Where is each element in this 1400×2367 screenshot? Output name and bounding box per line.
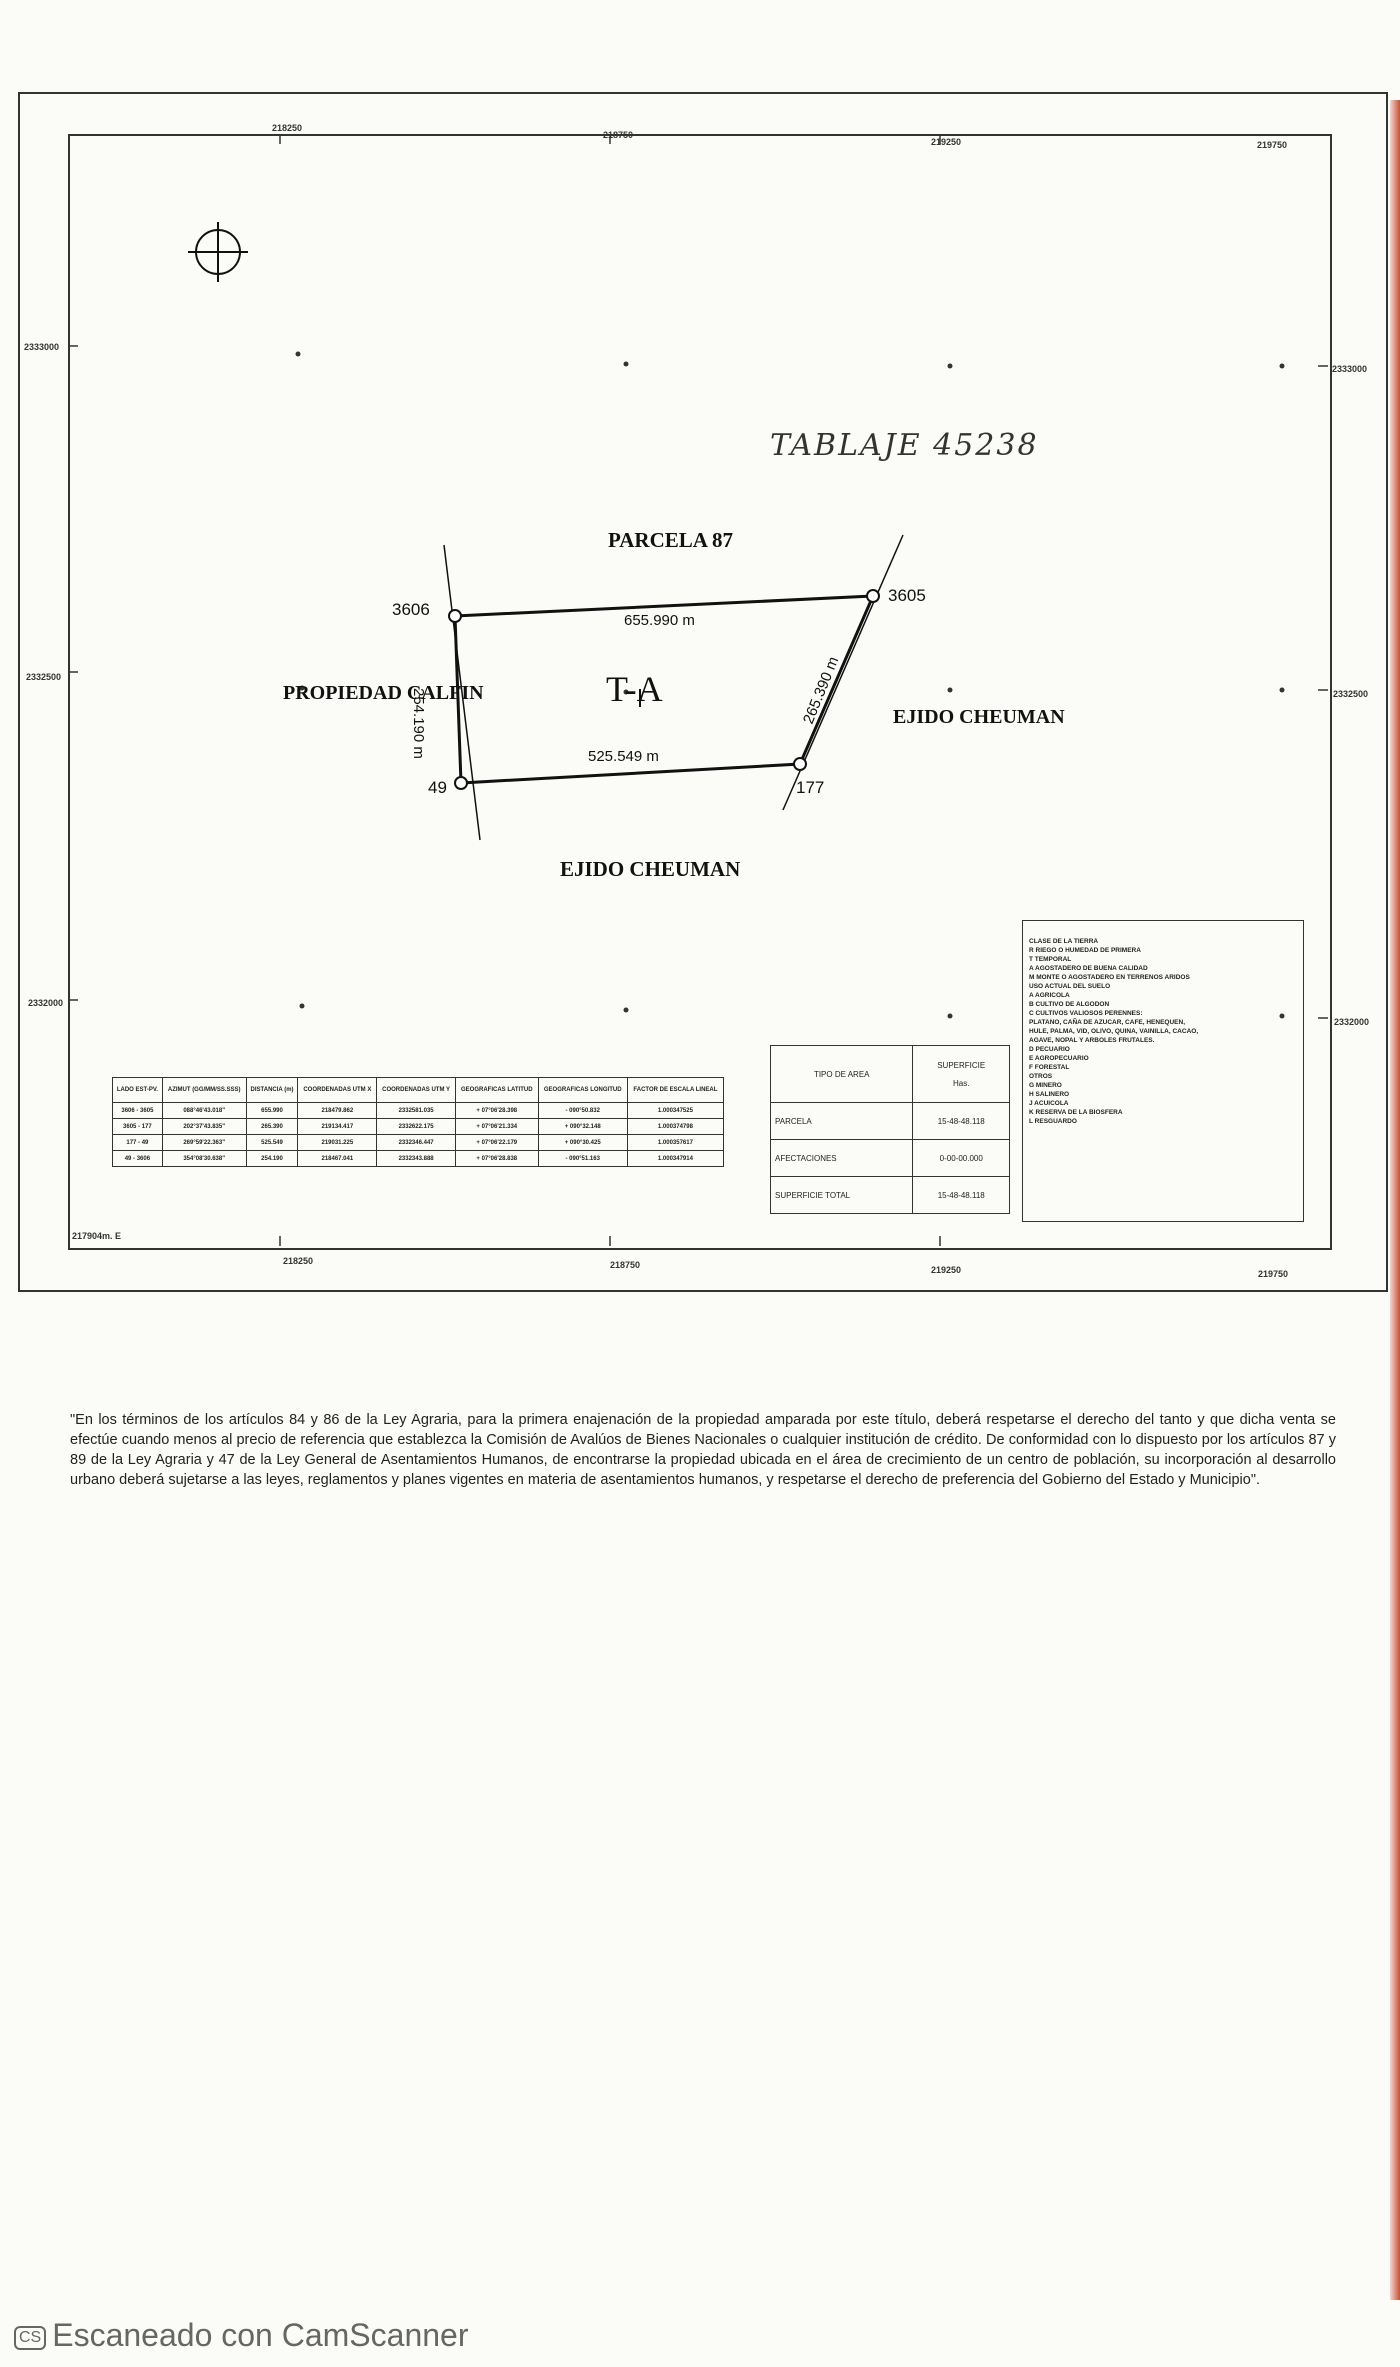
col-superficie: SUPERFICIE Has. xyxy=(913,1046,1010,1103)
dim-south: 525.549 m xyxy=(588,748,659,765)
north-arrow-icon xyxy=(188,222,248,282)
dim-east: 265.390 m xyxy=(800,654,843,727)
table-row: PARCELA 15-48-48.118 xyxy=(771,1103,1010,1140)
table-row: 49 - 3606 354°08'30.638" 254.190 218467.041 2332343.888 + 07°06'28.838 - 090°51.163 1.000347914 xyxy=(113,1151,724,1167)
col-azimut: AZIMUT (GG/MM/SS.SSS) xyxy=(162,1078,246,1103)
label-ejido-cheuman-south: EJIDO CHEUMAN xyxy=(560,857,741,881)
coord-bottom-4: 219750 xyxy=(1258,1269,1289,1279)
table-row: 3605 - 177 202°37'43.835" 265.390 219134.417 2332622.175 + 07°06'21.334 + 090°32.148 1.000374798 xyxy=(113,1119,724,1135)
camscanner-logo-icon: CS xyxy=(14,2326,46,2350)
coord-bottom-2: 218750 xyxy=(610,1260,641,1270)
col-tipo-area: TIPO DE AREA xyxy=(771,1046,913,1103)
handwritten-tablaje: TABLAJE 45238 xyxy=(770,428,1039,463)
coord-top-3: 219250 xyxy=(931,137,962,147)
coord-bottom-3: 219250 xyxy=(931,1265,962,1275)
coord-bottom-1: 218250 xyxy=(283,1256,314,1266)
col-coord-x: COORDENADAS UTM X xyxy=(298,1078,377,1103)
legal-notice: "En los términos de los artículos 84 y 86 de la Ley Agraria, para la primera enajenación de la propiedad amparada por este título, deberá respetarse el derecho del tanto y que dicha venta se efectúe cuando menos al precio de referencia que establezca la Comisión de Avalúos de Bienes Nacionales o cualquier institución de crédito. De conformidad con lo dispuesto por los artículos 87 y 89 de la Ley Agraria y 47 de la Ley General de Asentamientos Humanos, de encontrarse la propiedad ubicada en el área de crecimiento de un centro de población, su incorporación al desarrollo urbano deberá sujetarse a las leyes, reglamentos y planes vigentes en materia de asentamientos humanos, y respetarse el derecho de preferencia del Gobierno del Estado y Municipio". xyxy=(70,1412,1336,1488)
vertex-3606: 3606 xyxy=(392,600,430,619)
scanner-watermark: CS Escaneado con CamScanner xyxy=(14,2317,468,2354)
label-ejido-cheuman-east: EJIDO CHEUMAN xyxy=(893,706,1065,728)
coord-top-2: 218750 xyxy=(603,130,634,140)
col-geo-lat: GEOGRAFICAS LATITUD xyxy=(455,1078,538,1103)
col-geo-lon: GEOGRAFICAS LONGITUD xyxy=(538,1078,627,1103)
parcel-id: T-A xyxy=(606,669,663,709)
table-row: 177 - 49 269°59'22.363" 525.549 219031.225 2332346.447 + 07°06'22.179 + 090°30.425 1.000357617 xyxy=(113,1135,724,1151)
coord-corner: 217904m. E xyxy=(72,1231,122,1241)
coord-right-2: 2332500 xyxy=(1333,689,1369,699)
dim-west: 254.190 m xyxy=(410,688,427,759)
col-distancia: DISTANCIA (m) xyxy=(246,1078,298,1103)
coord-right-1: 2333000 xyxy=(1332,364,1368,374)
coord-left-2: 2332500 xyxy=(26,672,62,682)
land-class-legend: CLASE DE LA TIERRA R RIEGO O HUMEDAD DE PRIMERA T TEMPORAL A AGOSTADERO DE BUENA CALIDAD M MONTE O AGOSTADERO EN TERRENOS ARIDOS USO ACTUAL DEL SUELO A AGRICOLA B CULTIVO DE ALGODON C CULTIVOS VALIOSOS PERENNES: PLATANO, CAÑA DE AZUCAR, CAFE, HENEQUEN, HULE, PALMA, VID, OLIVO, QUINA, VAINILLA, CACAO, AGAVE, NOPAL Y ARBOLES FRUTALES. D PECUARIO E AGROPECUARIO F FORESTAL OTROS G MINERO H SALINERO J ACUICOLA K RESERVA DE LA BIOSFERA L RESGUARDO xyxy=(1022,920,1304,1222)
col-factor: FACTOR DE ESCALA LINEAL xyxy=(627,1078,723,1103)
label-propiedad-calfin: PROPIEDAD CALFIN xyxy=(283,682,484,704)
label-parcela-87: PARCELA 87 xyxy=(608,528,734,552)
coord-left-1: 2333000 xyxy=(24,342,60,352)
coord-top-1: 218250 xyxy=(272,123,303,133)
vertex-49: 49 xyxy=(428,778,447,797)
table-row: SUPERFICIE TOTAL 15-48-48.118 xyxy=(771,1177,1010,1214)
coordinates-table xyxy=(112,1077,724,1167)
area-summary-table xyxy=(770,1045,1010,1214)
vertex-177: 177 xyxy=(796,778,825,797)
vertex-3605: 3605 xyxy=(888,586,926,605)
dim-north: 655.990 m xyxy=(624,612,695,629)
table-row: 3606 - 3605 088°46'43.018" 655.990 218479.862 2332581.035 + 07°06'28.398 - 090°50.832 1.000347525 xyxy=(113,1103,724,1119)
col-coord-y: COORDENADAS UTM Y xyxy=(377,1078,456,1103)
table-row: AFECTACIONES 0-00-00.000 xyxy=(771,1140,1010,1177)
coord-left-3: 2332000 xyxy=(28,998,64,1008)
coord-top-4: 219750 xyxy=(1257,140,1288,150)
coord-right-3: 2332000 xyxy=(1334,1017,1370,1027)
col-lado: LADO EST-PV. xyxy=(113,1078,163,1103)
